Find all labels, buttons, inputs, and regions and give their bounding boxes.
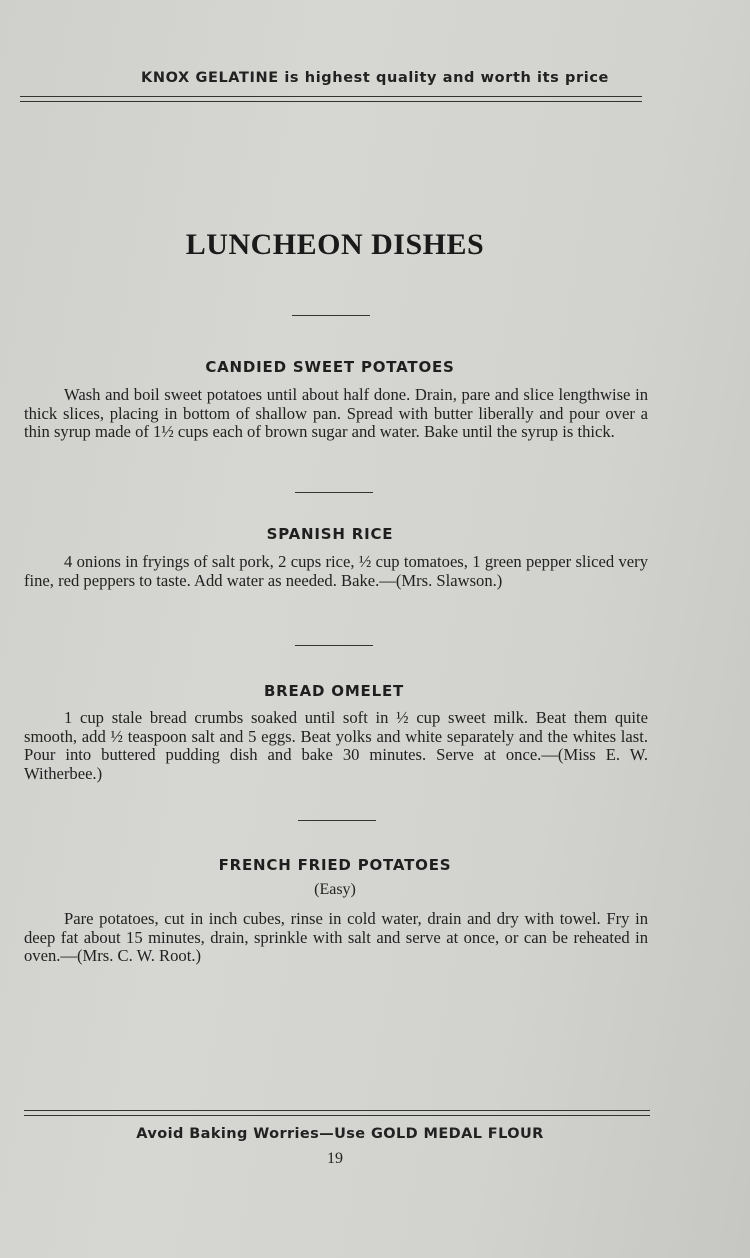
header-double-rule [20, 96, 642, 102]
recipe-title-spanish-rice: SPANISH RICE [266, 525, 394, 543]
divider-rule [292, 315, 370, 316]
recipe-body-french-fried-potatoes: Pare potatoes, cut in inch cubes, rinse in cold water, drain and dry with towel. Fry in deep fat about 15 minutes, drain, sprinkle with salt and serve at once, or can be reheated in oven.—(Mrs. C. W. Root.) [24, 909, 648, 965]
recipe-note-easy: (Easy) [314, 881, 356, 898]
section-title: LUNCHEON DISHES [185, 228, 485, 261]
recipe-body-candied-sweet-potatoes: Wash and boil sweet potatoes until about half done. Drain, pare and slice lengthwise in thick slices, placing in bottom of shallow pan. Spread with butter liberally and pour over a thin syrup made of 1½ cups each of brown sugar and water. Bake until the syrup is thick. [24, 385, 648, 441]
recipe-title-bread-omelet: BREAD OMELET [263, 682, 405, 700]
divider-rule [295, 492, 373, 493]
footer-double-rule [24, 1110, 650, 1116]
divider-rule [298, 820, 376, 821]
running-footer: Avoid Baking Worries—Use GOLD MEDAL FLOUR [136, 1126, 544, 1142]
running-header: KNOX GELATINE is highest quality and worth its price [141, 70, 609, 86]
recipe-body-spanish-rice: 4 onions in fryings of salt pork, 2 cups rice, ½ cup tomatoes, 1 green pepper sliced very fine, red peppers to taste. Add water as needed. Bake.—(Mrs. Slawson.) [24, 552, 648, 590]
recipe-title-french-fried-potatoes: FRENCH FRIED POTATOES [218, 856, 452, 874]
divider-rule [295, 645, 373, 646]
recipe-title-candied-sweet-potatoes: CANDIED SWEET POTATOES [205, 358, 455, 376]
page-number: 19 [327, 1150, 343, 1167]
recipe-body-bread-omelet: 1 cup stale bread crumbs soaked until soft in ½ cup sweet milk. Beat them quite smooth, add ½ teaspoon salt and 5 eggs. Beat yolks and white separately and the whites last. Pour into buttered pudding dish and bake 30 minutes. Serve at once.—(Miss E. W. Witherbee.) [24, 708, 648, 783]
